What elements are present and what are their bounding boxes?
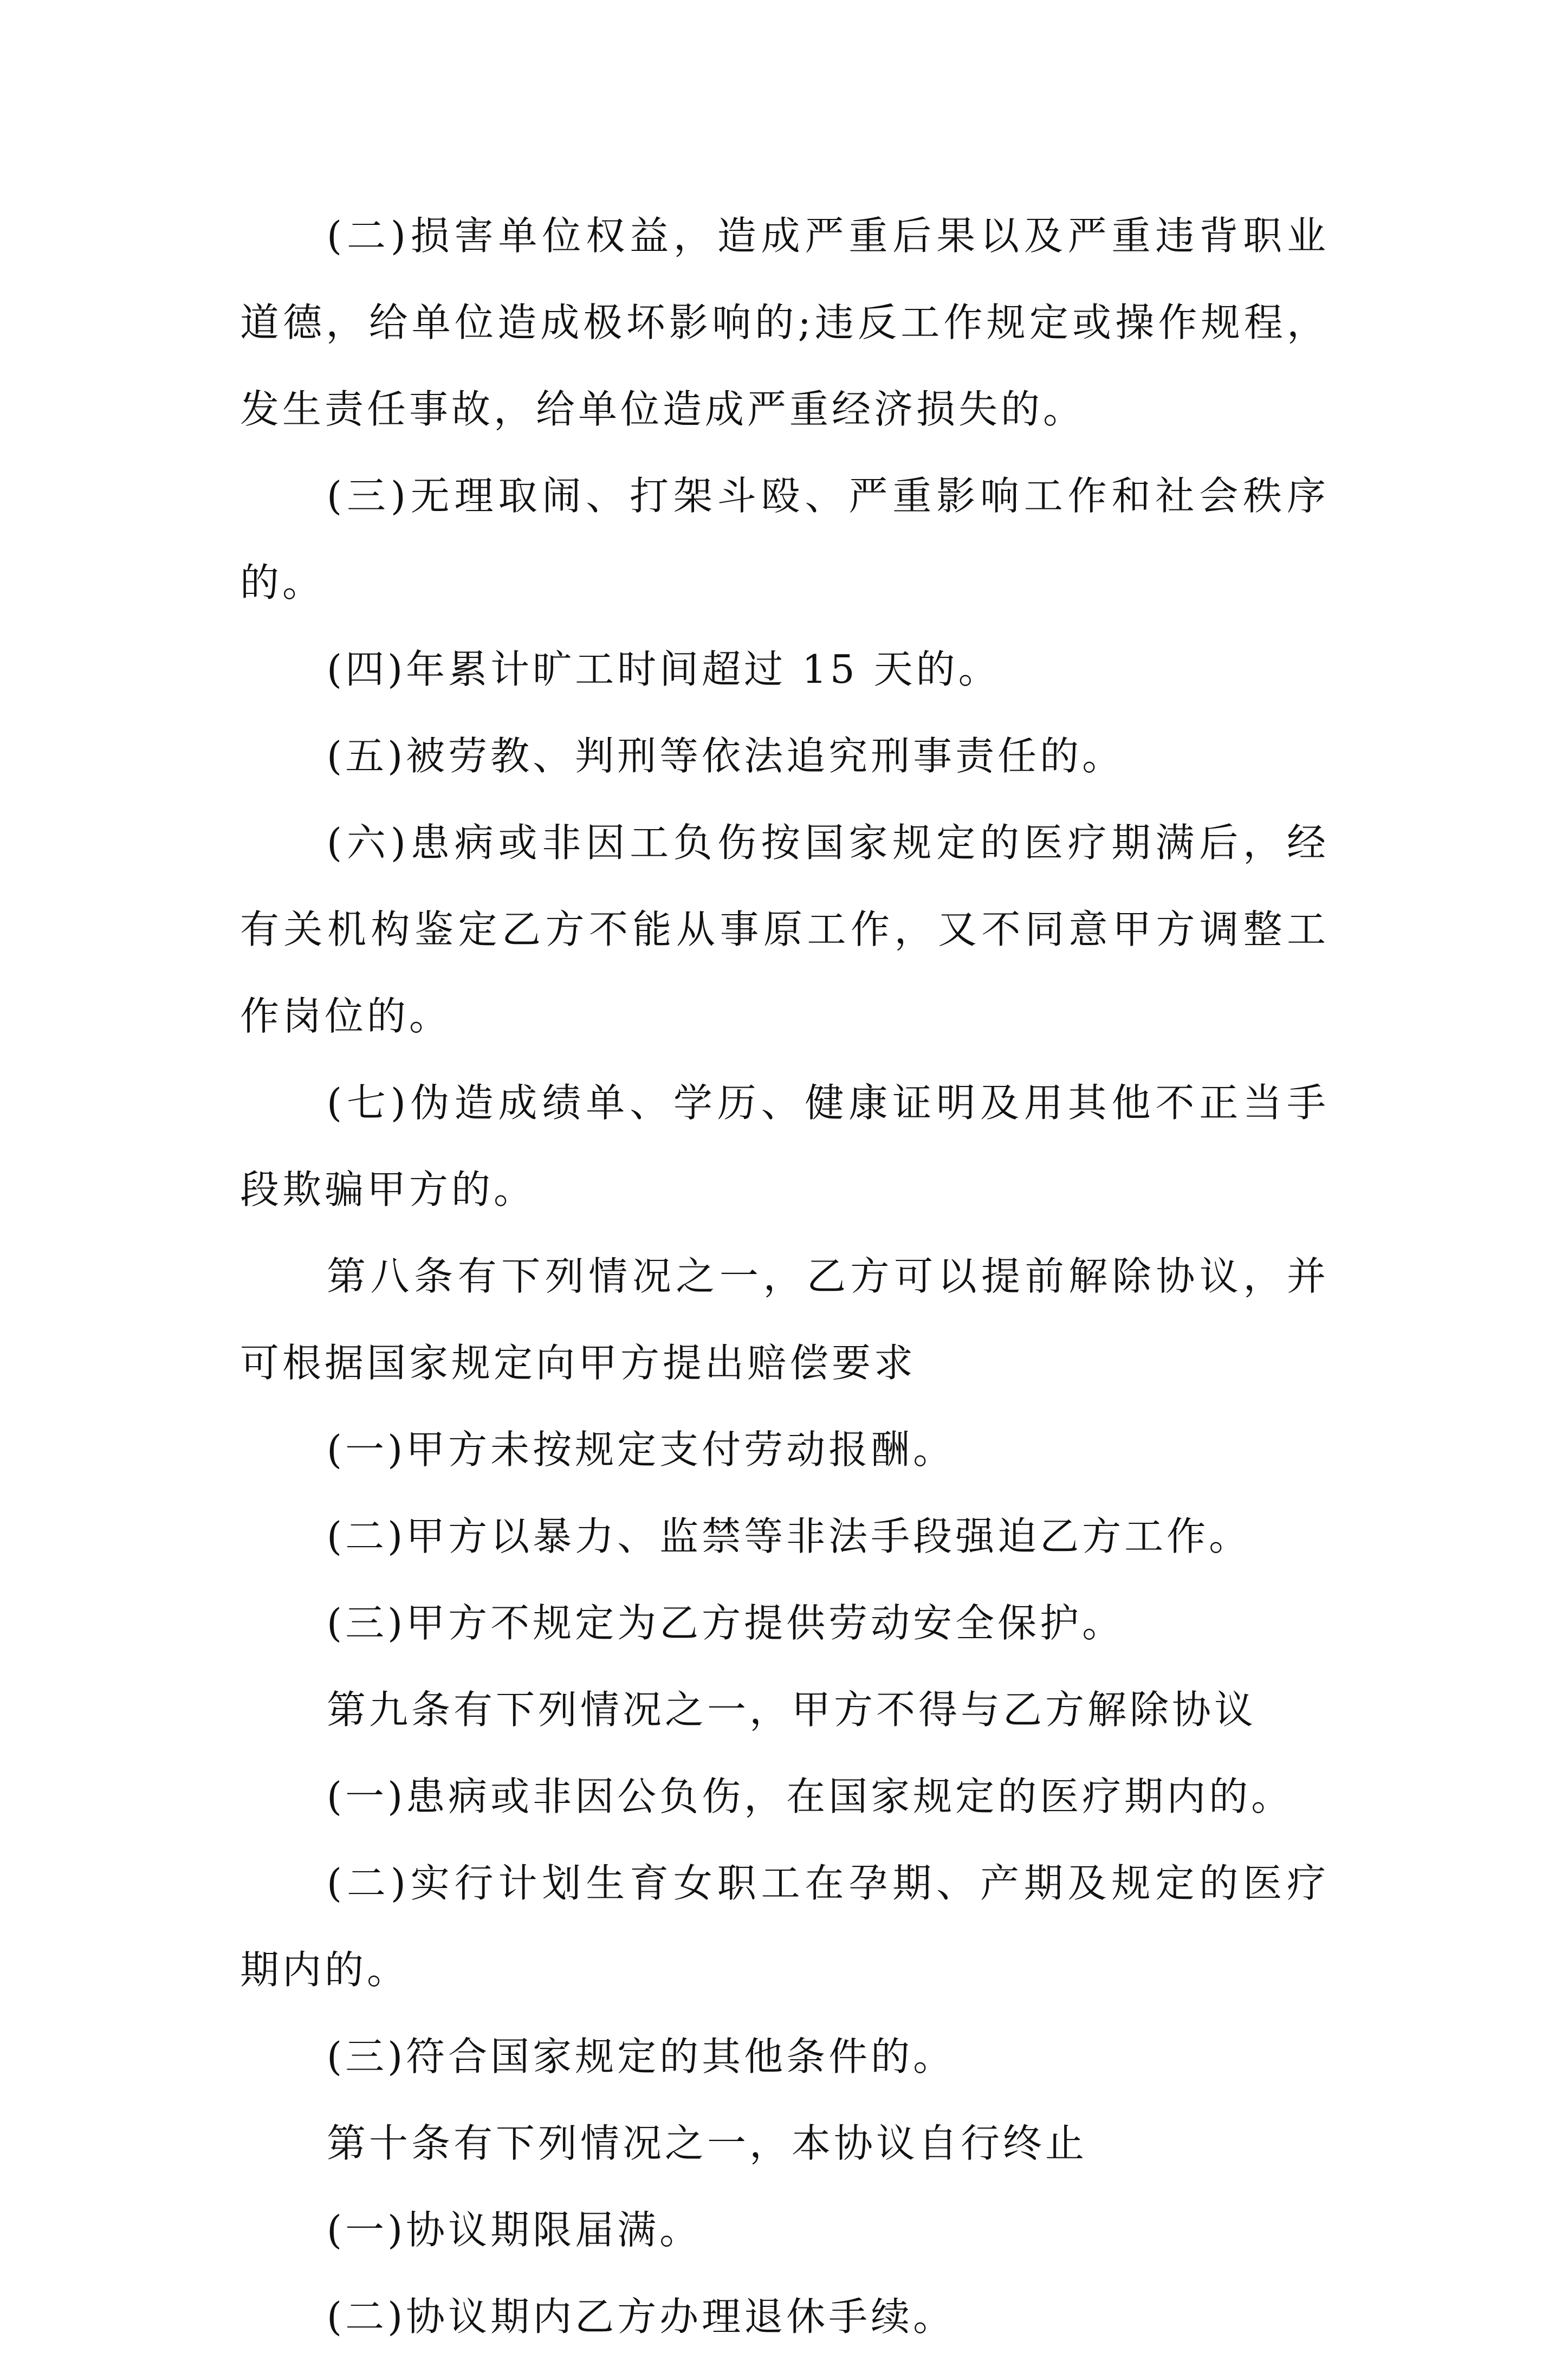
paragraph-item-7: (七)伪造成绩单、学历、健康证明及用其他不正当手段欺骗甲方的。 <box>240 1080 1329 1212</box>
article-8-item-3: (三)甲方不规定为乙方提供劳动安全保护。 <box>327 1600 1125 1646</box>
article-9-item-2: (二)实行计划生育女职工在孕期、产期及规定的医疗期内的。 <box>240 1860 1329 1993</box>
paragraph-item-2: (二)损害单位权益，造成严重后果以及严重违背职业道德，给单位造成极坏影响的;违反工作规定或操作规程，发生责任事故，给单位造成严重经济损失的。 <box>240 213 1329 432</box>
paragraph-item-5: (五)被劳教、判刑等依法追究刑事责任的。 <box>327 733 1125 779</box>
paragraph-item-6: (六)患病或非因工负伤按国家规定的医疗期满后，经有关机构鉴定乙方不能从事原工作，又不同意甲方调整工作岗位的。 <box>240 820 1329 1039</box>
article-8-item-2: (二)甲方以暴力、监禁等非法手段强迫乙方工作。 <box>327 1514 1252 1559</box>
article-10-item-2: (二)协议期内乙方办理退休手续。 <box>327 2294 956 2339</box>
article-9-item-1: (一)患病或非因公负伤，在国家规定的医疗期内的。 <box>327 1774 1294 1819</box>
article-8-item-1: (一)甲方未按规定支付劳动报酬。 <box>327 1427 956 1472</box>
document-body <box>240 192 1329 2360</box>
article-9-item-3: (三)符合国家规定的其他条件的。 <box>327 2034 956 2079</box>
article-10-item-1: (一)协议期限届满。 <box>327 2207 702 2253</box>
article-9-heading: 第九条有下列情况之一，甲方不得与乙方解除协议 <box>327 1687 1257 1732</box>
article-10-heading: 第十条有下列情况之一，本协议自行终止 <box>327 2120 1088 2166</box>
article-8-heading: 第八条有下列情况之一，乙方可以提前解除协议，并可根据国家规定向甲方提出赔偿要求 <box>240 1253 1329 1386</box>
paragraph-item-4: (四)年累计旷工时间超过 15 天的。 <box>327 646 1001 692</box>
paragraph-item-3: (三)无理取闹、打架斗殴、严重影响工作和社会秩序的。 <box>240 473 1329 605</box>
